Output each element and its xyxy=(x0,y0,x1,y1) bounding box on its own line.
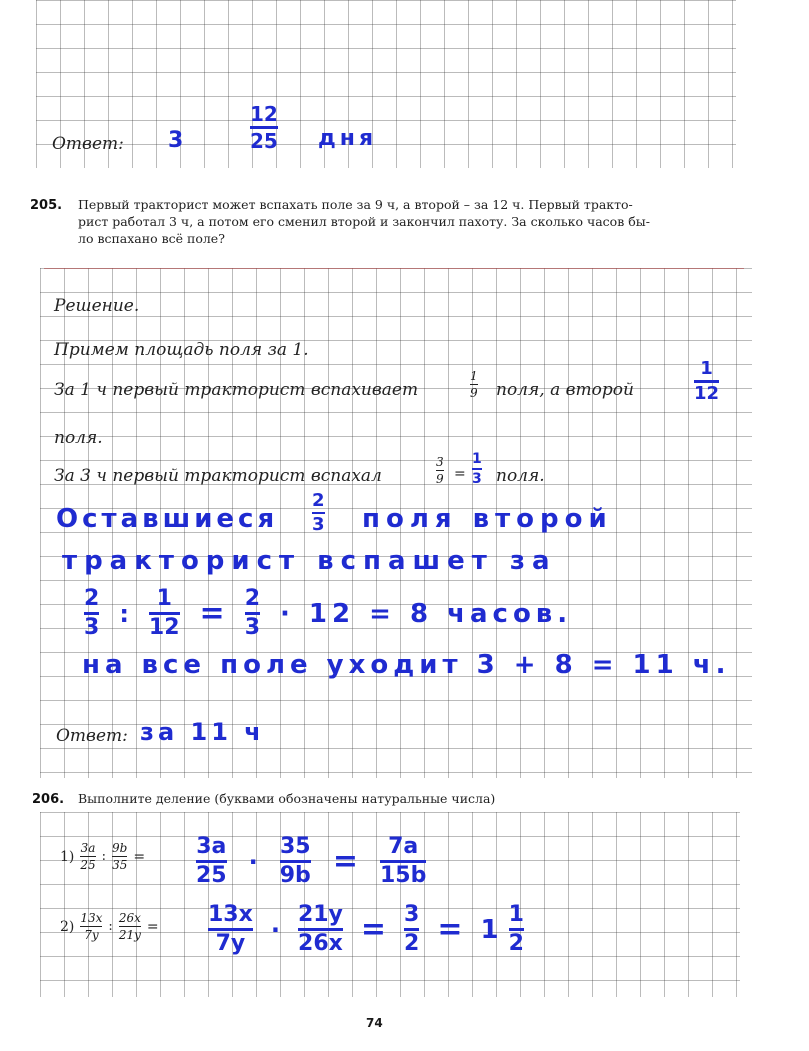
task-205-text-3: ло вспахано всё поле? xyxy=(78,231,225,246)
fraction-num: 26x xyxy=(118,911,141,925)
fraction-num: 3a xyxy=(80,841,96,855)
item-label: 2) xyxy=(60,918,75,935)
solution-line-4-fraction xyxy=(436,456,444,485)
task-206-number: 206. xyxy=(32,792,65,807)
fraction-num: 35 xyxy=(279,834,311,859)
solution-line-3: поля. xyxy=(54,428,103,448)
fraction-num: 2 xyxy=(84,586,100,611)
grid-top xyxy=(36,0,736,168)
fraction-den: 7y xyxy=(84,928,99,942)
top-answer-den: 25 xyxy=(250,129,278,153)
fraction-den: 26x xyxy=(298,931,343,956)
fraction-den: 9 xyxy=(470,386,478,400)
fraction-num: 1 xyxy=(472,451,482,467)
hw-line-8: на все поле уходит 3 + 8 = 11 ч. xyxy=(82,650,731,680)
fraction-num: 2 xyxy=(244,586,260,611)
operator: · xyxy=(270,915,280,944)
top-answer-num: 12 xyxy=(250,102,278,126)
fraction-num: 1 xyxy=(470,369,478,383)
fraction-num: 7a xyxy=(388,834,419,859)
fraction-num: 2 xyxy=(312,490,325,511)
hw-line-5-fraction xyxy=(312,492,325,534)
fraction-num: 13x xyxy=(80,911,103,925)
task-205-number: 205. xyxy=(30,198,63,213)
hw-line-5-a: Оставшиеся xyxy=(56,504,279,534)
fraction-den: 9b xyxy=(279,863,311,888)
operator: = xyxy=(360,912,387,947)
fraction-num: 3 xyxy=(436,455,444,469)
solution-line-1: Примем площадь поля за 1. xyxy=(54,340,309,360)
fraction-den: 12 xyxy=(694,383,720,404)
solution-line-2-mid: поля, а второй xyxy=(496,380,634,400)
fraction-den: 2 xyxy=(508,931,524,956)
top-answer-label: Ответ: xyxy=(52,134,124,154)
operator: = xyxy=(332,844,358,879)
hw-line-7-rest: · 12 = 8 часов. xyxy=(280,598,573,629)
solution-label: Решение. xyxy=(54,296,140,316)
fraction-den: 2 xyxy=(404,931,420,956)
fraction-den: 21y xyxy=(118,928,141,942)
fraction-num: 9b xyxy=(112,841,128,855)
fraction-den: 3 xyxy=(244,615,260,640)
fraction-num: 1 xyxy=(156,586,172,611)
fraction-den: 25 xyxy=(80,858,96,872)
fraction-num: 1 xyxy=(700,358,713,379)
operator: = xyxy=(133,848,146,865)
fraction-den: 12 xyxy=(148,615,180,640)
fraction-num: 3a xyxy=(196,834,227,859)
solution-line-4-end: поля. xyxy=(496,466,545,486)
fraction-den: 7y xyxy=(215,931,246,956)
task-205-text-1: Первый тракторист может вспахать поле за 9 ч, а второй – за 12 ч. Первый тракто- xyxy=(78,197,633,212)
fraction-num: 3 xyxy=(404,902,420,927)
divider-line xyxy=(44,268,744,269)
hw-line-7 xyxy=(84,588,572,639)
task-205-answer: за 11 ч xyxy=(140,718,265,746)
top-answer-prefix: 3 xyxy=(168,128,188,153)
solution-line-2-hw-fraction xyxy=(694,360,719,403)
fraction-den: 15b xyxy=(379,863,427,888)
fraction-den: 35 xyxy=(112,858,128,872)
operator: : xyxy=(108,919,113,934)
fraction-num: 13x xyxy=(208,902,253,927)
fraction-den: 25 xyxy=(196,863,227,888)
task-205-text-2: рист работал 3 ч, а потом его сменил второй и закончил пахоту. За сколько часов бы- xyxy=(78,214,650,229)
operator: = xyxy=(437,912,463,947)
operator: · xyxy=(248,847,258,876)
fraction-den: 3 xyxy=(312,514,325,535)
solution-line-2-start: За 1 ч первый тракторист вспахивает xyxy=(54,380,419,400)
operator: : xyxy=(119,599,129,628)
task-206-item-2 xyxy=(60,912,159,941)
operator: : xyxy=(101,849,107,864)
fraction-den: 9 xyxy=(436,472,444,486)
solution-line-2-fraction xyxy=(470,370,478,399)
fraction-num: 21y xyxy=(297,902,343,927)
solution-line-4-hw-fraction xyxy=(472,452,482,486)
task-206-item-1-hw xyxy=(196,836,426,887)
top-answer-fraction xyxy=(250,104,278,151)
fraction-den: 3 xyxy=(472,471,482,487)
hw-line-5-b: поля второй xyxy=(362,504,613,534)
item-label: 1) xyxy=(60,848,75,865)
operator: = xyxy=(199,596,225,631)
task-206-item-1 xyxy=(60,842,145,871)
whole-part: 1 xyxy=(480,914,499,945)
task-206-text: Выполните деление (буквами обозначены натуральные числа) xyxy=(78,791,496,806)
page-number: 74 xyxy=(366,1016,383,1030)
task-206-item-2-hw xyxy=(208,904,524,955)
fraction-num: 1 xyxy=(508,902,524,927)
task-205-answer-label: Ответ: xyxy=(56,726,128,746)
fraction-den: 3 xyxy=(84,615,100,640)
solution-line-4-start: За 3 ч первый тракторист вспахал xyxy=(54,466,382,486)
solution-line-4-eq: = xyxy=(454,466,466,482)
top-answer-unit: дня xyxy=(318,126,378,151)
operator: = xyxy=(146,918,159,935)
hw-line-6: тракторист вспашет за xyxy=(62,546,557,576)
